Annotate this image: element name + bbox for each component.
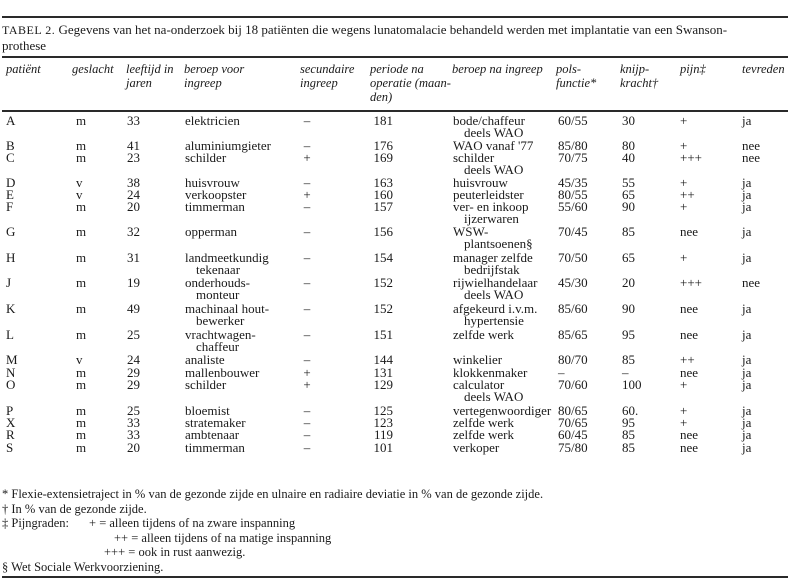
cell-beroep-voor: opperman: [185, 224, 237, 239]
cell-geslacht: m: [76, 199, 87, 214]
cell-tevreden: ja: [742, 224, 752, 239]
cell-leeftijd: 29: [127, 365, 140, 380]
cell-beroep-na: bode/chaffeur: [453, 113, 525, 128]
cell-knijp: 90: [622, 301, 635, 316]
cell-leeftijd: 25: [127, 403, 140, 418]
header-leeftijd: leeftijd in jaren: [126, 62, 174, 90]
cell-geslacht: m: [76, 440, 87, 455]
cell-beroep-na-continued: plantsoenen§: [464, 236, 533, 251]
cell-patient: B: [6, 138, 15, 153]
cell-knijp: 55: [622, 175, 635, 190]
cell-pols: 80/55: [558, 187, 588, 202]
cell-beroep-voor-continued: monteur: [196, 287, 240, 302]
cell-periode: 123: [373, 415, 393, 430]
cell-periode: 152: [373, 301, 393, 316]
cell-periode: 152: [373, 275, 393, 290]
cell-leeftijd: 33: [127, 415, 140, 430]
cell-geslacht: m: [76, 275, 87, 290]
footnote-pain-3: +++ = ook in rust aanwezig.: [104, 545, 246, 559]
cell-patient: J: [6, 275, 12, 290]
cell-knijp: 40: [622, 150, 635, 165]
cell-pijn: nee: [680, 224, 699, 239]
cell-pijn: +: [680, 377, 688, 392]
cell-pijn: nee: [680, 365, 699, 380]
cell-pols: –: [558, 365, 565, 380]
cell-leeftijd: 25: [127, 327, 140, 342]
header-knijp: knijp- kracht†: [620, 62, 659, 90]
cell-geslacht: m: [76, 224, 87, 239]
cell-knijp: –: [622, 365, 629, 380]
cell-beroep-voor: huisvrouw: [185, 175, 240, 190]
cell-knijp: 85: [622, 427, 635, 442]
cell-secundaire: –: [303, 403, 311, 418]
cell-periode: 160: [373, 187, 393, 202]
footnote-section: § Wet Sociale Werkvoorziening.: [2, 559, 164, 574]
cell-knijp: 85: [622, 440, 635, 455]
cell-leeftijd: 20: [127, 199, 140, 214]
cell-pols: 85/80: [558, 138, 588, 153]
cell-geslacht: v: [76, 352, 83, 367]
cell-patient: E: [6, 187, 14, 202]
cell-secundaire: –: [303, 415, 311, 430]
cell-beroep-na: WAO vanaf '77: [453, 138, 534, 153]
cell-tevreden: ja: [742, 365, 752, 380]
cell-beroep-na: verkoper: [453, 440, 500, 455]
table-caption: [2, 22, 788, 54]
cell-geslacht: m: [76, 138, 87, 153]
cell-knijp: 30: [622, 113, 635, 128]
cell-beroep-na: ver- en inkoop: [453, 199, 529, 214]
cell-tevreden: ja: [742, 187, 752, 202]
cell-beroep-voor: timmerman: [185, 199, 245, 214]
bottom-rule: [2, 576, 788, 578]
cell-pols: 85/60: [558, 301, 588, 316]
cell-knijp: 80: [622, 138, 635, 153]
cell-patient: H: [6, 250, 16, 265]
cell-secundaire: +: [303, 377, 311, 392]
cell-geslacht: v: [76, 187, 83, 202]
cell-beroep-na: winkelier: [453, 352, 503, 367]
cell-patient: F: [6, 199, 14, 214]
cell-tevreden: ja: [742, 113, 752, 128]
cell-tevreden: ja: [742, 403, 752, 418]
cell-pijn: nee: [680, 301, 699, 316]
table-label: TABEL 2.: [2, 23, 56, 37]
cell-geslacht: m: [76, 403, 87, 418]
header-geslacht: geslacht: [72, 62, 114, 76]
cell-leeftijd: 38: [127, 175, 140, 190]
cell-pols: 60/45: [558, 427, 588, 442]
header-beroep-voor: beroep voor ingreep: [184, 62, 245, 90]
cell-patient: K: [6, 301, 16, 316]
cell-beroep-na-continued: deels WAO: [464, 125, 524, 140]
cell-patient: M: [6, 352, 18, 367]
cell-tevreden: ja: [742, 301, 752, 316]
cell-pijn: nee: [680, 327, 699, 342]
cell-tevreden: ja: [742, 327, 752, 342]
cell-geslacht: m: [76, 113, 87, 128]
cell-geslacht: m: [76, 365, 87, 380]
cell-beroep-na: calculator: [453, 377, 505, 392]
cell-knijp: 100: [622, 377, 642, 392]
cell-pijn: +: [680, 175, 688, 190]
cell-periode: 169: [373, 150, 393, 165]
cell-patient: G: [6, 224, 16, 239]
cell-pijn: nee: [680, 440, 699, 455]
top-rule: [2, 16, 788, 18]
cell-secundaire: –: [303, 440, 311, 455]
cell-beroep-voor: timmerman: [185, 440, 245, 455]
cell-pols: 70/75: [558, 150, 588, 165]
cell-geslacht: m: [76, 250, 87, 265]
cell-pols: 45/30: [558, 275, 588, 290]
cell-knijp: 85: [622, 224, 635, 239]
cell-beroep-na: zelfde werk: [453, 415, 514, 430]
cell-pijn: nee: [680, 427, 699, 442]
cell-geslacht: v: [76, 175, 83, 190]
cell-patient: D: [6, 175, 16, 190]
cell-patient: C: [6, 150, 15, 165]
cell-geslacht: m: [76, 377, 87, 392]
cell-beroep-voor: mallenbouwer: [185, 365, 260, 380]
cell-leeftijd: 20: [127, 440, 140, 455]
cell-beroep-voor: verkoopster: [185, 187, 247, 202]
cell-patient: L: [6, 327, 14, 342]
cell-tevreden: ja: [742, 440, 752, 455]
cell-periode: 131: [373, 365, 393, 380]
cell-geslacht: m: [76, 301, 87, 316]
cell-beroep-na: klokkenmaker: [453, 365, 528, 380]
cell-pijn: +: [680, 138, 688, 153]
cell-pols: 80/65: [558, 403, 588, 418]
cell-patient: X: [6, 415, 16, 430]
cell-leeftijd: 49: [127, 301, 140, 316]
cell-pols: 70/50: [558, 250, 588, 265]
cell-pijn: +: [680, 403, 688, 418]
cell-beroep-voor: elektricien: [185, 113, 240, 128]
header-patient: patiënt: [6, 62, 41, 76]
cell-periode: 157: [373, 199, 393, 214]
cell-tevreden: nee: [742, 275, 761, 290]
cell-knijp: 65: [622, 250, 635, 265]
cell-patient: N: [6, 365, 16, 380]
cell-beroep-na: zelfde werk: [453, 327, 514, 342]
cell-beroep-na-continued: deels WAO: [464, 287, 524, 302]
cell-beroep-voor-continued: tekenaar: [196, 262, 241, 277]
cell-leeftijd: 33: [127, 427, 140, 442]
cell-secundaire: +: [303, 187, 311, 202]
cell-knijp: 95: [622, 327, 635, 342]
cell-patient: R: [6, 427, 15, 442]
cell-tevreden: ja: [742, 377, 752, 392]
cell-geslacht: m: [76, 415, 87, 430]
cell-beroep-na: peuterleidster: [453, 187, 524, 202]
cell-geslacht: m: [76, 427, 87, 442]
cell-tevreden: nee: [742, 138, 761, 153]
cell-pijn: +: [680, 415, 688, 430]
cell-secundaire: –: [303, 275, 311, 290]
cell-beroep-na: WSW-: [453, 224, 489, 239]
cell-patient: P: [6, 403, 14, 418]
cell-beroep-voor: analiste: [185, 352, 225, 367]
cell-leeftijd: 24: [127, 187, 140, 202]
cell-periode: 163: [373, 175, 393, 190]
cell-periode: 181: [373, 113, 393, 128]
cell-leeftijd: 24: [127, 352, 140, 367]
cell-tevreden: ja: [742, 415, 752, 430]
cell-pijn: +++: [680, 150, 702, 165]
cell-beroep-voor: schilder: [185, 377, 227, 392]
cell-secundaire: –: [303, 138, 311, 153]
footnote-pain-grades: ‡ Pijngraden: + = alleen tijdens of na zware inspanning: [2, 516, 296, 530]
header-tevreden: tevreden: [742, 62, 785, 76]
cell-knijp: 65: [622, 187, 635, 202]
cell-beroep-voor-continued: chaffeur: [196, 339, 240, 354]
cell-beroep-voor: vrachtwagen-: [185, 327, 256, 342]
cell-geslacht: m: [76, 327, 87, 342]
cell-secundaire: –: [303, 427, 311, 442]
cell-secundaire: –: [303, 301, 311, 316]
cell-secundaire: –: [303, 199, 311, 214]
cell-leeftijd: 41: [127, 138, 140, 153]
cell-beroep-na-continued: bedrijfstak: [464, 262, 520, 277]
cell-tevreden: ja: [742, 352, 752, 367]
cell-pols: 75/80: [558, 440, 588, 455]
cell-beroep-na-continued: deels WAO: [464, 389, 524, 404]
cell-knijp: 85: [622, 352, 635, 367]
cell-pijn: +: [680, 113, 688, 128]
cell-knijp: 20: [622, 275, 635, 290]
cell-beroep-voor: ambtenaar: [185, 427, 240, 442]
footnote-pain-2: ++ = alleen tijdens of na matige inspanning: [114, 530, 332, 545]
cell-periode: 156: [373, 224, 393, 239]
cell-knijp: 60.: [622, 403, 639, 418]
caption-text: Gegevens van het na-onderzoek bij 18 patiënten die wegens lunatomalacie behandeld werden met implantatie van een Swanson-: [55, 22, 728, 37]
cell-pols: 45/35: [558, 175, 588, 190]
cell-beroep-na: vertegenwoordiger: [453, 403, 552, 418]
cell-periode: 151: [373, 327, 393, 342]
cell-pols: 70/60: [558, 377, 588, 392]
cell-beroep-voor: schilder: [185, 150, 227, 165]
cell-secundaire: +: [303, 150, 311, 165]
cell-pijn: ++: [680, 352, 695, 367]
cell-geslacht: m: [76, 150, 87, 165]
cell-pijn: +++: [680, 275, 702, 290]
cell-beroep-na: zelfde werk: [453, 427, 514, 442]
cell-beroep-voor: onderhouds-: [185, 275, 250, 290]
cell-secundaire: –: [303, 175, 311, 190]
cell-leeftijd: 31: [127, 250, 140, 265]
header-pols: pols- functie*: [556, 62, 597, 90]
cell-beroep-voor: stratemaker: [185, 415, 246, 430]
cell-tevreden: ja: [742, 199, 752, 214]
header-bottom-rule: [2, 110, 788, 112]
cell-periode: 119: [373, 427, 393, 442]
cell-pols: 55/60: [558, 199, 588, 214]
cell-secundaire: –: [303, 352, 311, 367]
cell-patient: O: [6, 377, 16, 392]
cell-knijp: 95: [622, 415, 635, 430]
cell-beroep-na-continued: hypertensie: [464, 313, 524, 328]
cell-pijn: +: [680, 199, 688, 214]
header-periode: periode na operatie (maan- den): [370, 62, 451, 104]
caption-text-line2: prothese: [2, 38, 47, 53]
cell-beroep-na: schilder: [453, 150, 495, 165]
header-top-rule: [2, 56, 788, 58]
cell-tevreden: ja: [742, 250, 752, 265]
cell-tevreden: ja: [742, 427, 752, 442]
cell-periode: 176: [373, 138, 393, 153]
cell-periode: 154: [373, 250, 393, 265]
cell-beroep-na: huisvrouw: [453, 175, 508, 190]
cell-periode: 144: [373, 352, 393, 367]
cell-leeftijd: 29: [127, 377, 140, 392]
cell-beroep-na-continued: ijzerwaren: [464, 211, 519, 226]
cell-pijn: +: [680, 250, 688, 265]
cell-pijn: ++: [680, 187, 695, 202]
cell-beroep-na: rijwielhandelaar: [453, 275, 538, 290]
cell-secundaire: –: [303, 224, 311, 239]
cell-knijp: 90: [622, 199, 635, 214]
cell-beroep-na: afgekeurd i.v.m.: [453, 301, 538, 316]
cell-periode: 101: [373, 440, 393, 455]
cell-beroep-voor: machinaal hout-: [185, 301, 270, 316]
cell-beroep-voor: landmeetkundig: [185, 250, 269, 265]
cell-secundaire: –: [303, 113, 311, 128]
cell-leeftijd: 23: [127, 150, 140, 165]
footnotes: [2, 487, 543, 574]
header-beroep-na: beroep na ingreep: [452, 62, 543, 76]
cell-beroep-voor: aluminiumgieter: [185, 138, 271, 153]
footnote-dagger: † In % van de gezonde zijde.: [2, 501, 147, 516]
cell-tevreden: nee: [742, 150, 761, 165]
cell-beroep-na: manager zelfde: [453, 250, 533, 265]
cell-pols: 60/55: [558, 113, 588, 128]
cell-periode: 129: [373, 377, 393, 392]
cell-patient: S: [6, 440, 14, 455]
header-secundaire: secundaire ingreep: [300, 62, 355, 90]
cell-pols: 80/70: [558, 352, 588, 367]
cell-secundaire: +: [303, 365, 311, 380]
cell-periode: 125: [373, 403, 393, 418]
cell-beroep-voor: bloemist: [185, 403, 230, 418]
cell-leeftijd: 32: [127, 224, 140, 239]
cell-secundaire: –: [303, 250, 311, 265]
cell-pols: 70/45: [558, 224, 588, 239]
cell-leeftijd: 19: [127, 275, 140, 290]
cell-pols: 70/65: [558, 415, 588, 430]
cell-pols: 85/65: [558, 327, 588, 342]
cell-patient: A: [6, 113, 16, 128]
cell-secundaire: –: [303, 327, 311, 342]
cell-beroep-na-continued: deels WAO: [464, 162, 524, 177]
cell-beroep-voor-continued: bewerker: [196, 313, 245, 328]
footnote-star: * Flexie-extensietraject in % van de gezonde zijde en ulnaire en radiaire deviatie in % van de gezonde zijde.: [2, 487, 544, 501]
header-pijn: pijn‡: [680, 62, 706, 76]
cell-leeftijd: 33: [127, 113, 140, 128]
cell-tevreden: ja: [742, 175, 752, 190]
